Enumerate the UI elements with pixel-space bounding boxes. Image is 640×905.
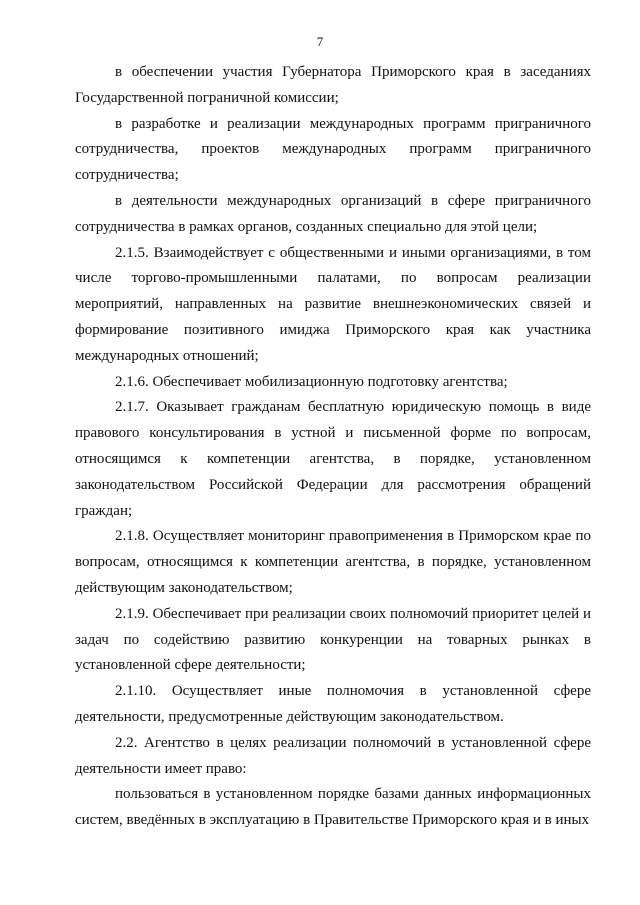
paragraph-program-development: в разработке и реализации международных программ приграничного сотрудничества, проектов международных программ приграничного сотрудничества;: [75, 115, 591, 184]
paragraph-2-1-9: 2.1.9. Обеспечивает при реализации своих полномочий приоритет целей и задач по содействию развитию конкуренции на товарных рынках в установленной сфере деятельности;: [75, 605, 591, 674]
paragraph-2-1-8: 2.1.8. Осуществляет мониторинг правоприменения в Приморском крае по вопросам, относящимся к компетенции агентства, в порядке, установленном действующим законодательством;: [75, 528, 591, 596]
document-body: [75, 60, 591, 834]
paragraph-2-1-5: 2.1.5. Взаимодействует с общественными и иными организациями, в том числе торгово-промышленными палатами, по вопросам реализации мероприятий, направленных на развитие внешнеэкономических связей и формирование позитивного имиджа Приморского края как участника международных отношений;: [75, 244, 591, 364]
paragraph-participation-governor: в обеспечении участия Губернатора Приморского края в заседаниях Государственной пограничной комиссии;: [75, 64, 591, 106]
page-number: 7: [316, 34, 324, 49]
paragraph-2-2: 2.2. Агентство в целях реализации полномочий в установленной сфере деятельности имеет право:: [75, 734, 591, 777]
paragraph-database-access: пользоваться в установленном порядке базами данных информационных систем, введённых в эксплуатацию в Правительстве Приморского края и в иных: [75, 786, 591, 829]
paragraph-2-1-7: 2.1.7. Оказывает гражданам бесплатную юридическую помощь в виде правового консультирования в устной и письменной форме по вопросам, относящимся к компетенции агентства, в порядке, установленном законодательством Российской Федерации для рассмотрения обращений граждан;: [75, 399, 591, 519]
paragraph-2-1-10: 2.1.10. Осуществляет иные полномочия в установленной сфере деятельности, предусмотренные действующим законодательством.: [75, 683, 591, 725]
paragraph-2-1-6: 2.1.6. Обеспечивает мобилизационную подготовку агентства;: [115, 373, 508, 390]
paragraph-international-organizations: в деятельности международных организаций в сфере приграничного сотрудничества в рамках органов, созданных специально для этой цели;: [75, 192, 591, 235]
